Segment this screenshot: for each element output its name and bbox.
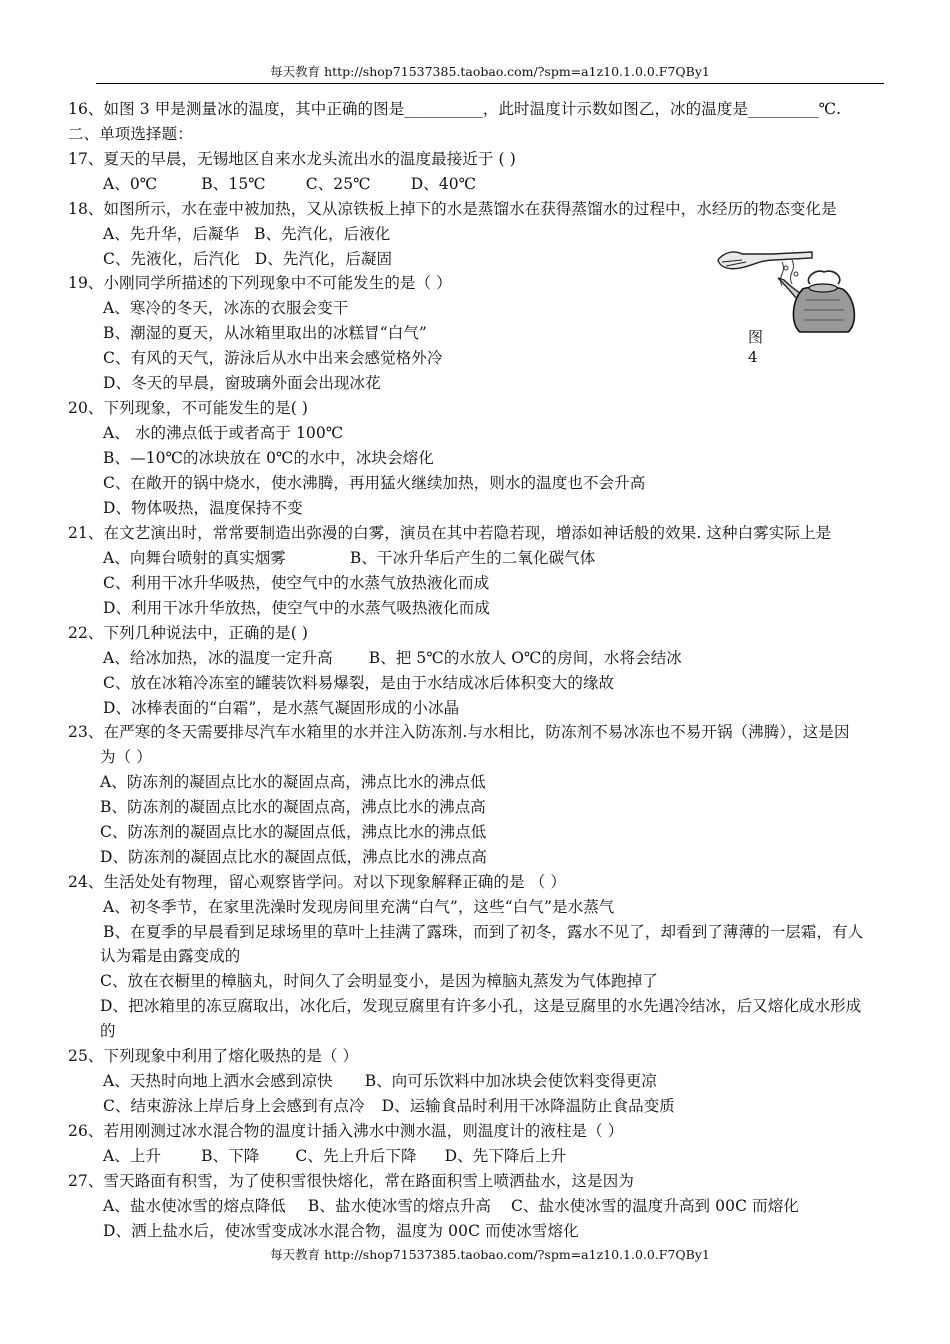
q26-option-d: D、先下降后上升: [444, 1147, 567, 1165]
q17-option-d: D、40℃: [410, 175, 477, 193]
q18-option-a: A、先升华，后凝华: [103, 225, 240, 243]
q24-option-b-line2: 认为霜是由露变成的: [100, 947, 241, 965]
q20-option-d: D、物体吸热，温度保持不变: [103, 499, 303, 517]
water-drop-2: [794, 272, 798, 276]
question-18-options-cd: [103, 249, 392, 269]
q24-option-c: C、放在衣橱里的樟脑丸，时间久了会明显变小，是因为樟脑丸蒸发为气体跑掉了: [100, 972, 658, 990]
question-19-stem: 19、小刚同学所描述的下列现象中不可能发生的是（ ）: [68, 274, 452, 292]
question-23-stem-line2: 为（ ）: [100, 748, 152, 766]
figure-caption: [748, 327, 768, 367]
q24-option-d-line1: D、把冰箱里的冻豆腐取出，冰化后，发现豆腐里有许多小孔，这是豆腐里的水先遇冷结冰，后又熔化成水形成: [100, 997, 862, 1015]
q26-option-a: A、上升: [103, 1147, 162, 1165]
kettle-figure-drawing: [712, 238, 862, 340]
q19-option-a: A、寒冷的冬天，冰冻的衣服会变干: [103, 299, 349, 317]
q22-option-b: B、把 5℃的水放人 O℃的房间，水将会结冰: [368, 649, 682, 667]
question-27-stem: 27、雪天路面有积雪，为了使积雪很快熔化，常在路面积雪上喷洒盐水，这是因为: [68, 1172, 634, 1190]
hand-with-plate: [718, 252, 812, 269]
figure-caption-line1: 图: [748, 328, 764, 346]
q24-option-a: A、初冬季节，在家里洗澡时发现房间里充满“白气”，这些“白气”是水蒸气: [103, 898, 615, 916]
page-footer: 每天教育 http://shop71537385.taobao.com/?spm=a1z10.1.0.0.F7QBy1: [270, 1247, 710, 1262]
q17-option-b: B、15℃: [201, 175, 266, 193]
q27-option-d: D、洒上盐水后，使冰雪变成冰水混合物，温度为 00C 而使冰雪熔化: [103, 1222, 579, 1240]
q21-option-b: B、干冰升华后产生的二氧化碳气体: [349, 549, 596, 567]
q21-option-c: C、利用干冰升华吸热，使空气中的水蒸气放热液化而成: [103, 574, 490, 592]
question-25-options-ab: [103, 1071, 657, 1091]
q19-option-c: C、有风的天气，游泳后从水中出来会感觉格外冷: [103, 349, 443, 367]
q24-option-d-line2: 的: [100, 1022, 116, 1040]
q17-option-c: C、25℃: [305, 175, 371, 193]
q25-option-a: A、天热时向地上洒水会感到凉快: [103, 1072, 333, 1090]
question-17-stem: 17、夏天的早晨，无锡地区自来水龙头流出水的温度最接近于 ( ): [68, 150, 516, 168]
question-22-stem: 22、下列几种说法中，正确的是( ): [68, 624, 309, 642]
q21-option-a: A、向舞台喷射的真实烟雾: [103, 549, 286, 567]
q19-option-d: D、冬天的早晨，窗玻璃外面会出现冰花: [103, 374, 381, 392]
q20-option-c: C、在敞开的锅中烧水，使水沸腾，再用猛火继续加热，则水的温度也不会升高: [103, 474, 646, 492]
q26-option-c: C、先上升后下降: [295, 1147, 417, 1165]
q24-option-b-line1: B、在夏季的早晨看到足球场里的草叶上挂满了露珠，而到了初冬，露水不见了，却看到了薄薄的一层霜，有人: [103, 923, 864, 941]
q23-option-c: C、防冻剂的凝固点比水的凝固点低，沸点比水的沸点低: [100, 823, 487, 841]
steam-line-2: [791, 260, 794, 284]
q18-option-b: B、先汽化，后液化: [254, 225, 391, 243]
q18-option-c: C、先液化，后汽化: [103, 250, 240, 268]
q23-option-d: D、防冻剂的凝固点比水的凝固点低，沸点比水的沸点高: [100, 848, 487, 866]
q27-option-c: C、盐水使冰雪的温度升高到 00C 而熔化: [511, 1197, 799, 1215]
q27-option-b: B、盐水使冰雪的熔点升高: [307, 1197, 491, 1215]
question-18-options-ab: [103, 224, 390, 244]
question-17-options: [103, 174, 476, 194]
question-26-options: [103, 1146, 566, 1166]
q18-option-d: D、先汽化，后凝固: [254, 250, 393, 268]
q25-option-b: B、向可乐饮料中加冰块会使饮料变得更凉: [364, 1072, 657, 1090]
question-27-options-abc: [103, 1196, 799, 1216]
q23-option-b: B、防冻剂的凝固点比水的凝固点高，沸点比水的沸点高: [100, 798, 486, 816]
question-21-options-ab: [103, 548, 595, 568]
q27-option-a: A、盐水使冰雪的熔点降低: [103, 1197, 286, 1215]
question-25-stem: 25、下列现象中利用了熔化吸热的是（ ）: [68, 1047, 359, 1065]
q26-option-b: B、下降: [201, 1147, 260, 1165]
question-24-stem: 24、生活处处有物理，留心观察皆学问。对以下现象解释正确的是 （ ）: [68, 873, 566, 891]
q25-option-c: C、结束游泳上岸后身上会感到有点冷: [103, 1097, 365, 1115]
kettle-lid: [809, 284, 837, 292]
page-header: 每天教育 http://shop71537385.taobao.com/?spm=a1z10.1.0.0.F7QBy1: [96, 64, 884, 84]
kettle-handle: [808, 271, 839, 284]
question-20-stem: 20、下列现象，不可能发生的是( ): [68, 399, 309, 417]
kettle-distillation-figure: [712, 238, 862, 340]
q20-option-b: B、—10℃的冰块放在 0℃的水中，冰块会熔化: [103, 449, 434, 467]
q17-option-a: A、0℃: [103, 175, 158, 193]
q22-option-a: A、给冰加热，冰的温度一定升高: [103, 649, 333, 667]
q25-option-d: D、运输食品时利用干冰降温防止食品变质: [381, 1097, 675, 1115]
q20-option-a: A、 水的沸点低于或者高于 100℃: [103, 424, 344, 442]
water-drop-1: [784, 266, 788, 270]
question-25-options-cd: [103, 1096, 675, 1116]
q22-option-c: C、放在冰箱冷冻室的罐装饮料易爆裂，是由于水结成冰后体积变大的缘故: [103, 674, 615, 692]
question-23-stem-line1: 23、在严寒的冬天需要排尽汽车水箱里的水并注入防冻剂.与水相比，防冻剂不易冰冻也不易开锅（沸腾），这是因: [68, 723, 850, 741]
question-26-stem: 26、若用刚测过冰水混合物的温度计插入沸水中测水温，则温度计的液柱是（ ）: [68, 1122, 624, 1140]
question-18-stem: 18、如图所示，水在壶中被加热，又从凉铁板上掉下的水是蒸馏水在获得蒸馏水的过程中，水经历的物态变化是: [68, 200, 837, 218]
q22-option-d: D、冰棒表面的“白霜”，是水蒸气凝固形成的小冰晶: [103, 699, 460, 717]
q23-option-a: A、防冻剂的凝固点比水的凝固点高，沸点比水的沸点低: [100, 773, 486, 791]
q21-option-d: D、利用干冰升华放热，使空气中的水蒸气吸热液化而成: [103, 599, 490, 617]
question-22-options-ab: [103, 648, 682, 668]
figure-caption-line2: 4: [748, 348, 758, 366]
section-title-single-choice: 二、单项选择题：: [68, 125, 193, 143]
q19-option-b: B、潮湿的夏天，从冰箱里取出的冰糕冒“白气”: [103, 324, 427, 342]
question-21-stem: 21、在文艺演出时，常常要制造出弥漫的白雾，演员在其中若隐若现，增添如神话般的效果. 这种白雾实际上是: [68, 524, 832, 542]
question-16: 16、如图 3 甲是测量冰的温度，其中正确的图是__________，此时温度计示数如图乙，冰的温度是_________℃.: [68, 100, 842, 118]
